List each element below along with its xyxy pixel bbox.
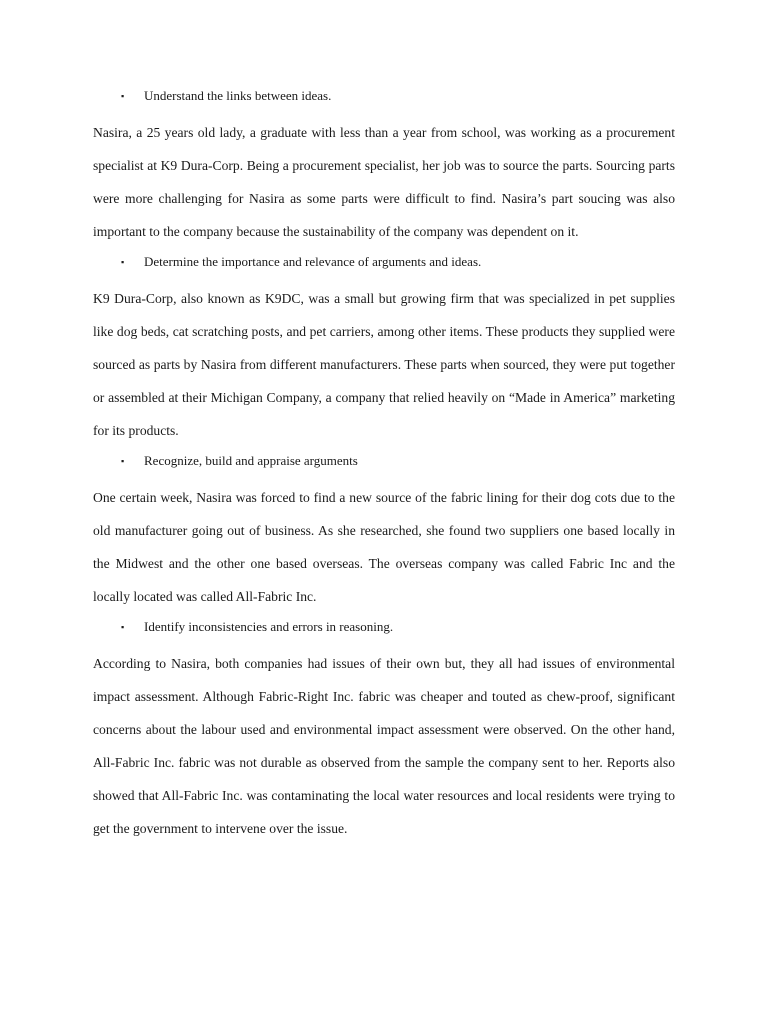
bullet-text-2: Determine the importance and relevance of arguments and ideas. [144, 254, 482, 269]
bullet-marker-icon: ▪ [121, 622, 125, 632]
bullet-item-1 [93, 86, 675, 106]
paragraph-4: According to Nasira, both companies had issues of their own but, they all had issues of environmental impact assessment. Although Fabric-Right Inc. fabric was cheaper and touted as chew-proof, significant concerns about the labour used and environmental impact assessment were observed. On the other hand, All-Fabric Inc. fabric was not durable as observed from the sample the company sent to her. Reports also showed that All-Fabric Inc. was contaminating the local water resources and local residents were trying to get the government to intervene over the issue. [93, 656, 675, 836]
bullet-text-3: Recognize, build and appraise arguments [144, 453, 358, 468]
paragraph-2: K9 Dura-Corp, also known as K9DC, was a small but growing firm that was specialized in pet supplies like dog beds, cat scratching posts, and pet carriers, among other items. These products they supplied were sourced as parts by Nasira from different manufacturers. These parts when sourced, they were put together or assembled at their Michigan Company, a company that relied heavily on “Made in America” marketing for its products. [93, 291, 675, 438]
bullet-marker-icon: ▪ [121, 456, 125, 466]
bullet-item-3 [93, 451, 675, 471]
bullet-text-4: Identify inconsistencies and errors in reasoning. [144, 619, 394, 634]
bullet-item-2 [93, 252, 675, 272]
bullet-text-1: Understand the links between ideas. [144, 88, 332, 103]
paragraph-3: One certain week, Nasira was forced to find a new source of the fabric lining for their dog cots due to the old manufacturer going out of business. As she researched, she found two suppliers one based locally in the Midwest and the other one based overseas. The overseas company was called Fabric Inc and the locally located was called All-Fabric Inc. [93, 490, 675, 604]
bullet-marker-icon: ▪ [121, 257, 125, 267]
paragraph-1: Nasira, a 25 years old lady, a graduate with less than a year from school, was working as a procurement specialist at K9 Dura-Corp. Being a procurement specialist, her job was to source the parts. Sourcing parts were more challenging for Nasira as some parts were difficult to find. Nasira’s part soucing was also important to the company because the sustainability of the company was dependent on it. [93, 125, 675, 239]
bullet-marker-icon: ▪ [121, 91, 125, 101]
bullet-item-4 [93, 617, 675, 637]
